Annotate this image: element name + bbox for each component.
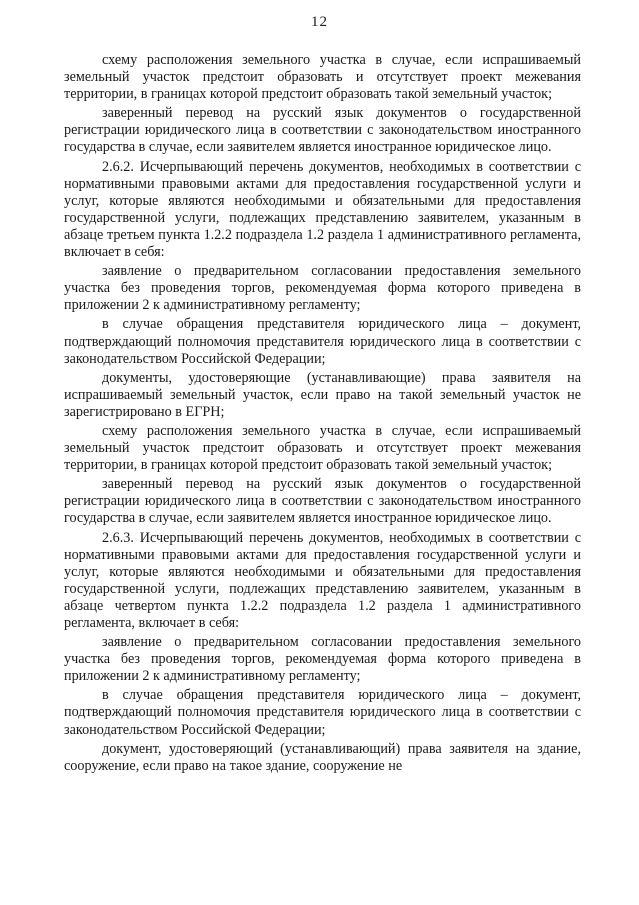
paragraph: заявление о предварительном согласовании предоставления земельного участка без проведения торгов, рекомендуемая форма которого приведена в приложении 2 к административному регламенту; [64,263,581,314]
paragraph: документ, удостоверяющий (устанавливающий) права заявителя на здание, сооружение, если право на такое здание, сооружение не [64,740,581,774]
paragraph: заявление о предварительном согласовании предоставления земельного участка без проведения торгов, рекомендуемая форма которого приведена в приложении 2 к административному регламенту; [64,634,581,685]
paragraph: в случае обращения представителя юридического лица – документ, подтверждающий полномочия представителя юридического лица в соответствии с законодательством Российской Федерации; [64,687,581,738]
document-body [64,52,581,775]
section-2-6-3-paragraph: 2.6.3. Исчерпывающий перечень документов, необходимых в соответствии с нормативными правовыми актами для предоставления государственной услуги и услуг, которые являются необходимыми и обязательными для предоставления государственной услуги, подлежащих представлению заявителем, указанным в абзаце четвертом пункта 1.2.2 подраздела 1.2 раздела 1 административного регламента, включает в себя: [64,529,581,631]
paragraph: заверенный перевод на русский язык документов о государственной регистрации юридического лица в соответствии с законодательством иностранного государства в случае, если заявителем является иностранное юридическое лицо. [64,476,581,527]
paragraph: документы, удостоверяющие (устанавливающие) права заявителя на испрашиваемый земельный участок, если право на такой земельный участок не зарегистрировано в ЕГРН; [64,369,581,420]
page-number: 12 [311,14,328,30]
paragraph: схему расположения земельного участка в случае, если испрашиваемый земельный участок предстоит образовать и отсутствует проект межевания территории, в границах которой предстоит образовать такой земельный участок; [64,422,581,474]
paragraph: в случае обращения представителя юридического лица – документ, подтверждающий полномочия представителя юридического лица в соответствии с законодательством Российской Федерации; [64,316,581,367]
section-2-6-2-paragraph: 2.6.2. Исчерпывающий перечень документов, необходимых в соответствии с нормативными правовыми актами для предоставления государственной услуги и услуг, которые являются необходимыми и обязательными для предоставления государственной услуги, подлежащих представлению заявителем, указанным в абзаце третьем пункта 1.2.2 подраздела 1.2 раздела 1 административного регламента, включает в себя: [64,158,581,261]
paragraph: заверенный перевод на русский язык документов о государственной регистрации юридического лица в соответствии с законодательством иностранного государства в случае, если заявителем является иностранное юридическое лицо. [64,105,581,156]
paragraph: схему расположения земельного участка в случае, если испрашиваемый земельный участок предстоит образовать и отсутствует проект межевания территории, в границах которой предстоит образовать такой земельный участок; [64,52,581,103]
